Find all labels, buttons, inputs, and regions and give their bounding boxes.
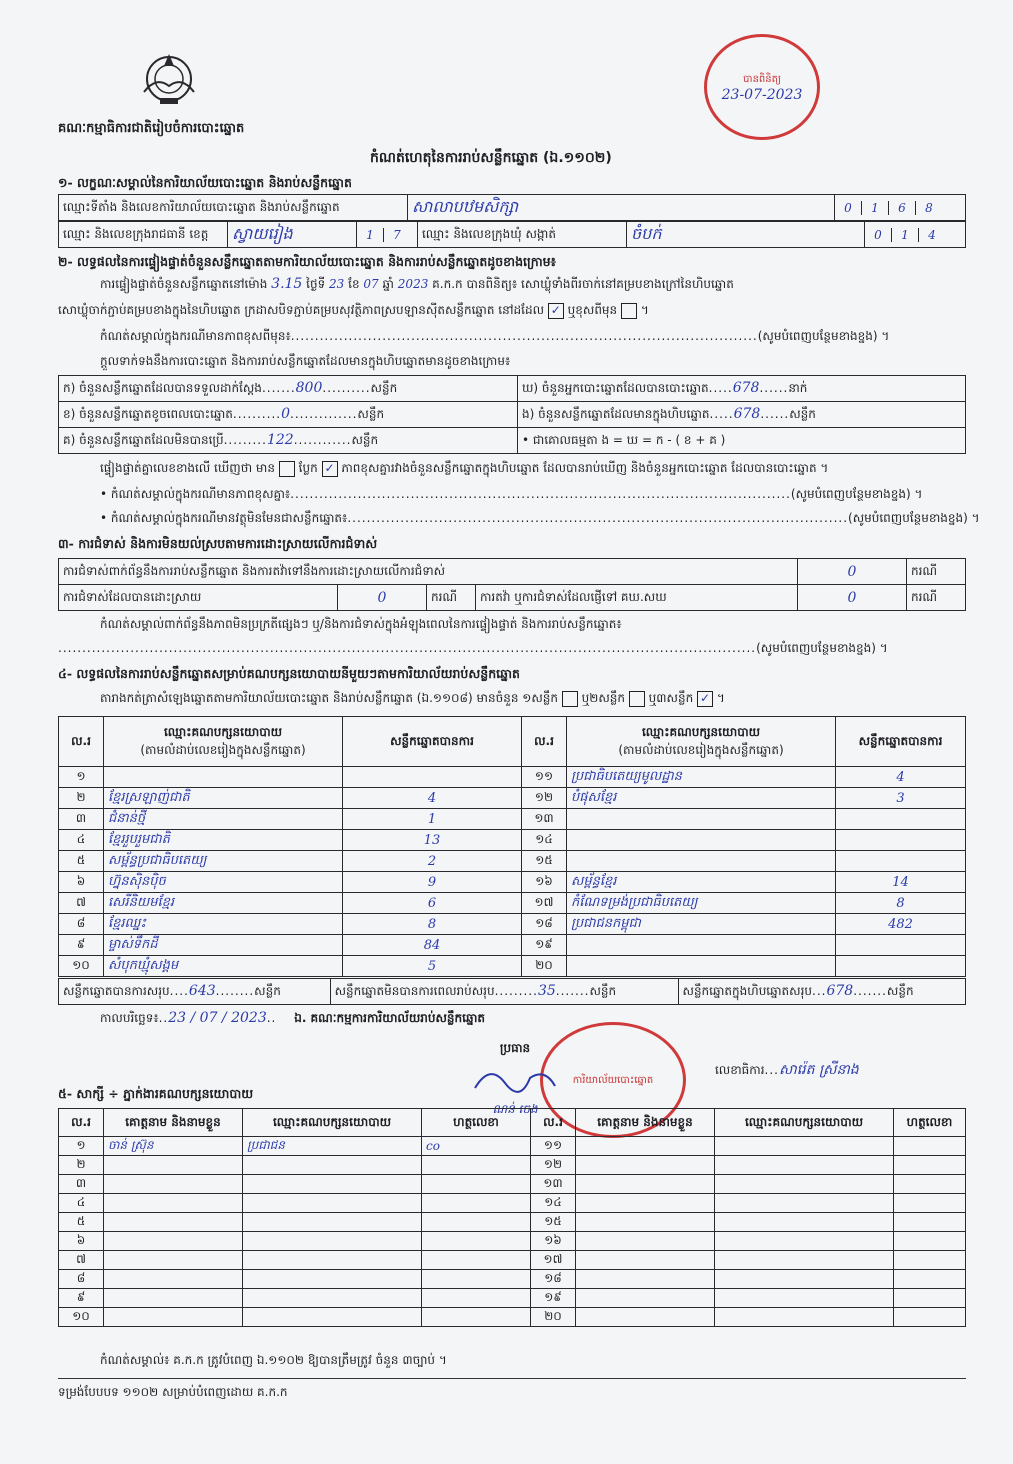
party-name: ខ្មែរឈ្នះ xyxy=(104,914,343,935)
witness-party xyxy=(243,1251,422,1270)
totals-table: សន្លឹកឆ្នោតបានការសរុប....643........សន្លឹក សន្លឹកឆ្នោតមិនបានការពេលរាប់សរុប.........35.......សន្លឹក សន្លឹកឆ្នោតក្នុងហិបឆ្នោតសរុប...678.......សន្លឹក xyxy=(58,978,966,1005)
office-number: 0 1 6 8 xyxy=(835,195,966,221)
witness-table: ល.រ គោត្តនាម និងនាមខ្លួន ឈ្មោះគណបក្សនយោបាយ ហត្ថលេខា ល.រ គោត្តនាម និងនាមខ្លួន ឈ្មោះគណបក្សនយោបាយ ហត្ថលេខា ១ ចាន់ ស្រ៊ុន ប្រជាជន co ១១ ២ ១២ ៣ ១៣ ៤ ១៤ ៥ ១៥ ៦ ១៦ ៧ ១៧ ៨ ១៨ ៩ ១៩ ១០ ២០ xyxy=(58,1108,966,1327)
party-votes xyxy=(836,830,966,851)
center-stamp: ការិយាល័យបោះឆ្នោត xyxy=(540,1022,686,1138)
witness-signature xyxy=(894,1270,966,1289)
table-row xyxy=(59,809,966,830)
section2-para2: សោឃ្លុំចាក់ភ្ជាប់គម្របខាងក្នុងនៃហិបឆ្នោត ក្រដាសបិទភ្ជាប់គម្របសុវត្ថិភាពស្របឡានស៊ីតសន្លឹកឆ្នោត នៅដដែល ✓ ឬខុសពីមុន ។ xyxy=(58,302,649,317)
party-name xyxy=(567,830,836,851)
party-votes: 4 xyxy=(836,767,966,788)
witness-party xyxy=(243,1308,422,1327)
party-name: កំណែទម្រង់ប្រជាធិបតេយ្យ xyxy=(567,893,836,914)
witness-party xyxy=(715,1194,894,1213)
witness-name xyxy=(104,1194,243,1213)
witness-signature xyxy=(422,1308,531,1327)
witness-party xyxy=(715,1232,894,1251)
results-table: ល.រ ឈ្មោះគណបក្សនយោបាយ (តាមលំដាប់លេខរៀងក្នុងសន្លឹកឆ្នោត) សន្លឹកឆ្នោតបានការ ល.រ ឈ្មោះគណបក្សនយោបាយ (តាមលំដាប់លេខរៀងក្នុងសន្លឹកឆ្នោត) សន្លឹកឆ្នោតបានការ ១ ១១ ប្រជាធិបតេយ្យមូលដ្ឋាន 4 ២ ខ្មែរស្រឡាញ់ជាតិ 4 ១២ បំផុសខ្មែរ 3 ៣ ជំនាន់ថ្មី 1 ១៣ ៤ ខ្មែររួបរួមជាតិ 13 ១៤ ៥ សម្ព័ន្ធប្រជាធិបតេយ្យ 2 ១៥ ៦ ហ្វ៊ុនស៊ិនប៉ិច 9 ១៦ សម្ព័ន្ធខ្មែរ 14 ៧ សេរីនិយមខ្មែរ 6 ១៧ កំណែទម្រង់ប្រជាធិបតេយ្យ 8 ៨ ខ្មែរឈ្នះ 8 ១៨ ប្រជាជនកម្ពុជា 482 ៩ ម្ចាស់ទឹកដី 84 ១៩ ១០ សំបុកឃ្មុំសង្គម 5 ២០ xyxy=(58,716,966,977)
row-no: ១០ xyxy=(59,1308,104,1327)
row-no: ៨ xyxy=(59,914,104,935)
witness-name xyxy=(104,1232,243,1251)
unused-ballots: 122 xyxy=(266,431,294,448)
witness-signature xyxy=(422,1289,531,1308)
day-value: 23 xyxy=(329,277,345,291)
section3-title: ៣- ការជំទាស់ និងការមិនយល់ស្របតាមការដោះស្រាយលើការជំទាស់ xyxy=(58,536,378,551)
party-votes: 8 xyxy=(836,893,966,914)
row-no: ១៧ xyxy=(522,893,567,914)
footer-form: ទម្រង់បែបបទ ១១០២ សម្រាប់បំពេញដោយ គ.ក.ក xyxy=(58,1385,288,1399)
table-row xyxy=(59,914,966,935)
party-name: ហ្វ៊ុនស៊ិនប៉ិច xyxy=(104,872,343,893)
row-no: ១៧ xyxy=(531,1251,576,1270)
party-votes xyxy=(836,851,966,872)
invalid-total: 35 xyxy=(537,982,556,999)
table-row xyxy=(59,1137,966,1156)
box-total: 678 xyxy=(826,982,854,999)
witness-party xyxy=(243,1194,422,1213)
party-name: ប្រជាជនកម្ពុជា xyxy=(567,914,836,935)
table-row xyxy=(59,956,966,977)
witness-party xyxy=(715,1289,894,1308)
row-no: ២០ xyxy=(522,956,567,977)
received-ballots: 800 xyxy=(295,379,323,396)
date-value: 23 / 07 / 2023 xyxy=(168,1010,267,1026)
party-votes: 84 xyxy=(343,935,522,956)
section1-table-row2 xyxy=(58,221,966,248)
commune-number: 0 1 4 xyxy=(865,222,966,248)
witness-name xyxy=(576,1232,715,1251)
row-no: ១ xyxy=(59,767,104,788)
chair-block: ប្រធាន ណន់ ចេង xyxy=(470,1040,560,1119)
secretary-block: លេខាធិការ...សារ៉េត ស្រីនាង xyxy=(715,1062,859,1078)
row-no: ១៨ xyxy=(522,914,567,935)
party-name xyxy=(104,767,343,788)
witness-signature xyxy=(894,1137,966,1156)
section2-para3: ក្តួលទាក់ទងនឹងការបោះឆ្នោត និងការរាប់សន្លឹកឆ្នោតដែលមានក្នុងហិបឆ្នោតមានដូចខាងក្រោម៖ xyxy=(100,354,511,368)
table-row xyxy=(59,872,966,893)
row-no: ៦ xyxy=(59,872,104,893)
witness-signature xyxy=(894,1289,966,1308)
resolved-value: 0 xyxy=(338,585,427,611)
party-name xyxy=(567,956,836,977)
irregularity-fill: .................................................................................................................................................(សូមបំពេញបន្ថែមខាងខ្នង) ។ xyxy=(58,641,888,655)
row-no: ២ xyxy=(59,1156,104,1175)
section4-intro: តារាងកត់ត្រាសំឡេងឆ្នោតតាមការិយាល័យបោះឆ្នោត និងរាប់សន្លឹកឆ្នោត (ឯ.១១០៨) មានចំនួន ១សន្លឹក ឬ២សន្លឹក ឬ៣សន្លឹក ✓ ។ xyxy=(100,690,725,705)
section2-title: ២- លទ្ធផលនៃការផ្ទៀងផ្ទាត់ចំនួនសន្លឹកឆ្នោតតាមការិយាល័យបោះឆ្នោត និងការរាប់សន្លឹកឆ្នោតដូចខាងក្រោម៖ xyxy=(58,254,557,269)
ballot-count-table: ក) ចំនួនសន្លឹកឆ្នោតដែលបានទទួលដាក់ស្តែង.......800..........សន្លឹក ឃ) ចំនួនអ្នកបោះឆ្នោតដែលបានបោះឆ្នោត.....678......នាក់ ខ) ចំនួនសន្លឹកឆ្នោតខូចពេលបោះឆ្នោត..........0..............សន្លឹក ង) ចំនួនសន្លឹកឆ្នោតដែលមានក្នុងហិបឆ្នោត.....678......សន្លឹក គ) ចំនួនសន្លឹកឆ្នោតដែលមិនបានប្រើ.........122............សន្លឹក • ជាគោលធម្មតា ង = ឃ = ក - ( ខ + គ ) xyxy=(58,375,966,454)
row-no: ១៩ xyxy=(531,1289,576,1308)
different-checkbox[interactable] xyxy=(621,303,637,319)
emblem-logo xyxy=(136,46,202,112)
witness-signature xyxy=(422,1213,531,1232)
ballots-in-box: 678 xyxy=(733,405,761,422)
table-row xyxy=(59,830,966,851)
objection-label: ការជំទាស់ពាក់ព័ន្ធនឹងការរាប់សន្លឹកឆ្នោត និងការតវ៉ាទៅនឹងការដោះស្រាយលើការជំទាស់ xyxy=(59,559,798,585)
row-no: ១៤ xyxy=(522,830,567,851)
time-value: 3.15 xyxy=(271,276,303,292)
witness-name xyxy=(576,1308,715,1327)
party-name: ជំនាន់ថ្មី xyxy=(104,809,343,830)
witness-name xyxy=(104,1175,243,1194)
party-votes: 13 xyxy=(343,830,522,851)
party-name: សំបុកឃ្មុំសង្គម xyxy=(104,956,343,977)
witness-name xyxy=(576,1175,715,1194)
witness-signature xyxy=(894,1308,966,1327)
witness-party xyxy=(715,1308,894,1327)
witness-party xyxy=(715,1270,894,1289)
row-no: ៥ xyxy=(59,1213,104,1232)
party-name xyxy=(567,809,836,830)
row-no: ៩ xyxy=(59,1289,104,1308)
row-no: ១៣ xyxy=(531,1175,576,1194)
witness-signature xyxy=(422,1156,531,1175)
witness-party xyxy=(715,1175,894,1194)
row-no: ១៤ xyxy=(531,1194,576,1213)
row-no: ៥ xyxy=(59,851,104,872)
party-votes: 4 xyxy=(343,788,522,809)
party-name: ខ្មែររួបរួមជាតិ xyxy=(104,830,343,851)
witness-signature xyxy=(894,1232,966,1251)
month-value: 07 xyxy=(363,277,379,291)
table-row xyxy=(59,1270,966,1289)
party-votes: 9 xyxy=(343,872,522,893)
row-no: ១៥ xyxy=(531,1213,576,1232)
commune-value: ចំបក់ xyxy=(627,222,865,248)
date-line: កាលបរិច្ឆេទ៖..23 / 07 / 2023.. ឯ. គណៈកម្មការការិយាល័យរាប់សន្លឹកឆ្នោត xyxy=(100,1010,486,1026)
witness-name xyxy=(576,1289,715,1308)
party-name xyxy=(567,935,836,956)
section1-title: ១- លក្ខណៈសម្គាល់នៃការិយាល័យបោះឆ្នោត និងរាប់សន្លឹកឆ្នោត xyxy=(58,175,352,190)
witness-name xyxy=(104,1270,243,1289)
row-no: ៤ xyxy=(59,1194,104,1213)
witness-party xyxy=(243,1213,422,1232)
witness-signature xyxy=(894,1251,966,1270)
row-no: ៧ xyxy=(59,1251,104,1270)
row-no: ១៥ xyxy=(522,851,567,872)
section4-title: ៤- លទ្ធផលនៃការរាប់សន្លឹកឆ្នោតសម្រាប់គណបក្សនយោបាយនីមួយៗតាមការិយាល័យរាប់សន្លឹកឆ្នោត xyxy=(58,666,520,681)
party-votes: 1 xyxy=(343,809,522,830)
commune-label: ឈ្មោះ និងលេខក្រុងឃុំ សង្កាត់ xyxy=(418,222,627,248)
voters-count: 678 xyxy=(732,379,760,396)
table-row xyxy=(59,935,966,956)
province-number: 1 7 xyxy=(357,222,418,248)
party-votes: 8 xyxy=(343,914,522,935)
three-sheet-checkbox[interactable]: ✓ xyxy=(697,691,713,707)
bullet1: • កំណត់សម្គាល់ក្នុងករណីមានភាពខុសគ្នា៖........................................................................................................(សូមបំពេញបន្ថែមខាងខ្នង) ។ xyxy=(100,487,923,501)
section2-para1: ការផ្ទៀងផ្ទាត់ចំនួនសន្លឹកឆ្នោតនៅម៉ោង 3.15 ថ្ងៃទី 23 ខែ 07 ឆ្នាំ 2023 គ.ក.ក បានពិនិត្យ៖ សោឃ្លុំទាំងពីរចាក់នៅគម្របខាងក្រៅនៃហិបឆ្នោត xyxy=(100,276,734,292)
party-votes: 6 xyxy=(343,893,522,914)
valid-total: 643 xyxy=(188,982,216,999)
top-stamp xyxy=(704,34,820,140)
row-no: ១ xyxy=(59,1137,104,1156)
witness-signature xyxy=(894,1175,966,1194)
difference-note: កំណត់សម្គាល់ក្នុងករណីមានភាពខុសពីមុន៖.................................................................................................(សូមបំពេញបន្ថែមខាងខ្នង) ។ xyxy=(100,329,890,343)
section2-para4: ផ្ទៀងផ្ទាត់គ្នាលេខខាងលើ ឃើញថា មាន ប្លែក ✓ ភាពខុសគ្នារវាងចំនួនសន្លឹកឆ្នោតក្នុងហិបឆ្នោត ដែលបានរាប់ឃើញ និងចំនួនអ្នកបោះឆ្នោត ដែលបានបោះឆ្នោត ។ xyxy=(100,460,829,475)
row-no: ៤ xyxy=(59,830,104,851)
same-checkbox[interactable]: ✓ xyxy=(548,303,564,319)
formula: • ជាគោលធម្មតា ង = ឃ = ក - ( ខ + គ ) xyxy=(518,428,966,454)
party-name: បំផុសខ្មែរ xyxy=(567,788,836,809)
year-value: 2023 xyxy=(397,277,429,291)
witness-name xyxy=(576,1270,715,1289)
table-row xyxy=(59,1289,966,1308)
witness-signature: co xyxy=(422,1137,531,1156)
section5-title: ៥- សាក្សី ÷ ភ្នាក់ងារគណបក្សនយោបាយ xyxy=(58,1086,254,1101)
secretary-name: សារ៉េត ស្រីនាង xyxy=(778,1062,859,1078)
party-votes: 482 xyxy=(836,914,966,935)
witness-signature xyxy=(894,1213,966,1232)
row-no: ៦ xyxy=(59,1232,104,1251)
party-name: សម្ព័ន្ធខ្មែរ xyxy=(567,872,836,893)
witness-party xyxy=(243,1232,422,1251)
party-name: សេរីនិយមខ្មែរ xyxy=(104,893,343,914)
difference-yes-checkbox[interactable] xyxy=(279,461,295,477)
table-row xyxy=(59,767,966,788)
witness-party xyxy=(715,1251,894,1270)
party-votes: 3 xyxy=(836,788,966,809)
party-votes xyxy=(836,935,966,956)
witness-party xyxy=(715,1213,894,1232)
witness-name xyxy=(576,1251,715,1270)
table-row xyxy=(59,893,966,914)
row-no: ១៦ xyxy=(522,872,567,893)
witness-party xyxy=(715,1156,894,1175)
objection-table: ការជំទាស់ពាក់ព័ន្ធនឹងការរាប់សន្លឹកឆ្នោត និងការតវ៉ាទៅនឹងការដោះស្រាយលើការជំទាស់ 0 ករណី ការជំទាស់ដែលបានដោះស្រាយ 0 ករណី ការតវ៉ា ឬការជំទាស់ដែលផ្ញើទៅ គឃ.សឃ 0 ករណី xyxy=(58,558,966,611)
witness-name xyxy=(576,1194,715,1213)
witness-party xyxy=(243,1289,422,1308)
witness-signature xyxy=(422,1270,531,1289)
row-no: ៩ xyxy=(59,935,104,956)
witness-party xyxy=(243,1175,422,1194)
row-no: ១១ xyxy=(522,767,567,788)
witness-party: ប្រជាជន xyxy=(243,1137,422,1156)
province-value: ស្វាយរៀង xyxy=(228,222,357,248)
witness-name xyxy=(104,1289,243,1308)
table-row xyxy=(59,1308,966,1327)
section1-table xyxy=(58,194,966,221)
table-row xyxy=(59,1251,966,1270)
bullet2: • កំណត់សម្គាល់ក្នុងករណីមានវត្ថុមិនមែនជាសន្លឹកឆ្នោត៖........................................................................................................(សូមបំពេញបន្ថែមខាងខ្នង) ។ xyxy=(100,511,980,525)
party-name: សម្ព័ន្ធប្រជាធិបតេយ្យ xyxy=(104,851,343,872)
witness-name: ចាន់ ស្រ៊ុន xyxy=(104,1137,243,1156)
row-no: ៨ xyxy=(59,1270,104,1289)
row-no: ១០ xyxy=(59,956,104,977)
party-name xyxy=(567,851,836,872)
table-row xyxy=(59,1175,966,1194)
witness-name xyxy=(104,1308,243,1327)
witness-signature xyxy=(894,1156,966,1175)
footer-line xyxy=(58,1378,966,1379)
witness-party xyxy=(715,1137,894,1156)
one-sheet-checkbox[interactable] xyxy=(562,691,578,707)
two-sheet-checkbox[interactable] xyxy=(629,691,645,707)
table-row xyxy=(59,1213,966,1232)
party-votes: 5 xyxy=(343,956,522,977)
witness-signature xyxy=(422,1175,531,1194)
row-no: ១៦ xyxy=(531,1232,576,1251)
org-name: គណៈកម្មាធិការជាតិរៀបចំការបោះឆ្នោត xyxy=(58,121,245,136)
party-votes xyxy=(836,956,966,977)
chair-name: ណន់ ចេង xyxy=(492,1102,538,1116)
chair-signature xyxy=(470,1058,560,1098)
table-row xyxy=(59,788,966,809)
party-name: ប្រជាធិបតេយ្យមូលដ្ឋាន xyxy=(567,767,836,788)
row-no: ១២ xyxy=(522,788,567,809)
witness-party xyxy=(243,1270,422,1289)
row-no: ១៩ xyxy=(522,935,567,956)
table-row xyxy=(59,851,966,872)
row-no: ១២ xyxy=(531,1156,576,1175)
table-row xyxy=(59,1194,966,1213)
row-no: ១៨ xyxy=(531,1270,576,1289)
office-value: សាលាបឋមសិក្សា xyxy=(408,195,835,221)
witness-name xyxy=(104,1213,243,1232)
office-label: ឈ្មោះទីតាំង និងលេខការិយាល័យបោះឆ្នោត និងរាប់សន្លឹកឆ្នោត xyxy=(59,195,408,221)
witness-signature xyxy=(422,1251,531,1270)
row-no: ៣ xyxy=(59,1175,104,1194)
spoiled-ballots: 0 xyxy=(281,405,290,422)
witness-name xyxy=(576,1137,715,1156)
party-name: ម្ចាស់ទឹកដី xyxy=(104,935,343,956)
row-no: ៣ xyxy=(59,809,104,830)
page-title: កំណត់ហេតុនៃការរាប់សន្លឹកឆ្នោត (ឯ.១១០២) xyxy=(370,150,612,166)
witness-name xyxy=(576,1213,715,1232)
stamp-text: បានពិនិត្យ xyxy=(743,73,781,85)
party-name: ខ្មែរស្រឡាញ់ជាតិ xyxy=(104,788,343,809)
forwarded-value: 0 xyxy=(798,585,907,611)
witness-name xyxy=(576,1156,715,1175)
witness-signature xyxy=(422,1194,531,1213)
party-votes xyxy=(836,809,966,830)
witness-name xyxy=(104,1251,243,1270)
witness-signature xyxy=(422,1232,531,1251)
party-votes xyxy=(343,767,522,788)
row-no: ១៣ xyxy=(522,809,567,830)
row-no: ១១ xyxy=(531,1137,576,1156)
row-no: ៧ xyxy=(59,893,104,914)
objection-value: 0 xyxy=(798,559,907,585)
witness-party xyxy=(243,1156,422,1175)
party-votes: 2 xyxy=(343,851,522,872)
row-no: ២ xyxy=(59,788,104,809)
table-row xyxy=(59,1232,966,1251)
witness-name xyxy=(104,1156,243,1175)
row-no: ២០ xyxy=(531,1308,576,1327)
footer-note: កំណត់សម្គាល់៖ គ.ក.ក ត្រូវបំពេញ ឯ.១១០២ ឱ្យបានត្រឹមត្រូវ ចំនួន ៣ច្បាប់ ។ xyxy=(100,1353,447,1367)
witness-signature xyxy=(894,1194,966,1213)
province-label: ឈ្មោះ និងលេខក្រុងរាជធានី ខេត្ត xyxy=(59,222,228,248)
table-row xyxy=(59,1156,966,1175)
irregularity-note: កំណត់សម្គាល់ពាក់ព័ន្ធនឹងភាពមិនប្រក្រតីផ្សេងៗ ឬ/និងការជំទាស់ក្នុងអំឡុងពេលនៃការផ្ទៀងផ្ទាត់ និងការរាប់សន្លឹកឆ្នោត៖ xyxy=(100,617,622,631)
difference-no-checkbox[interactable]: ✓ xyxy=(322,461,338,477)
stamp-date: 23-07-2023 xyxy=(721,86,803,103)
party-votes: 14 xyxy=(836,872,966,893)
